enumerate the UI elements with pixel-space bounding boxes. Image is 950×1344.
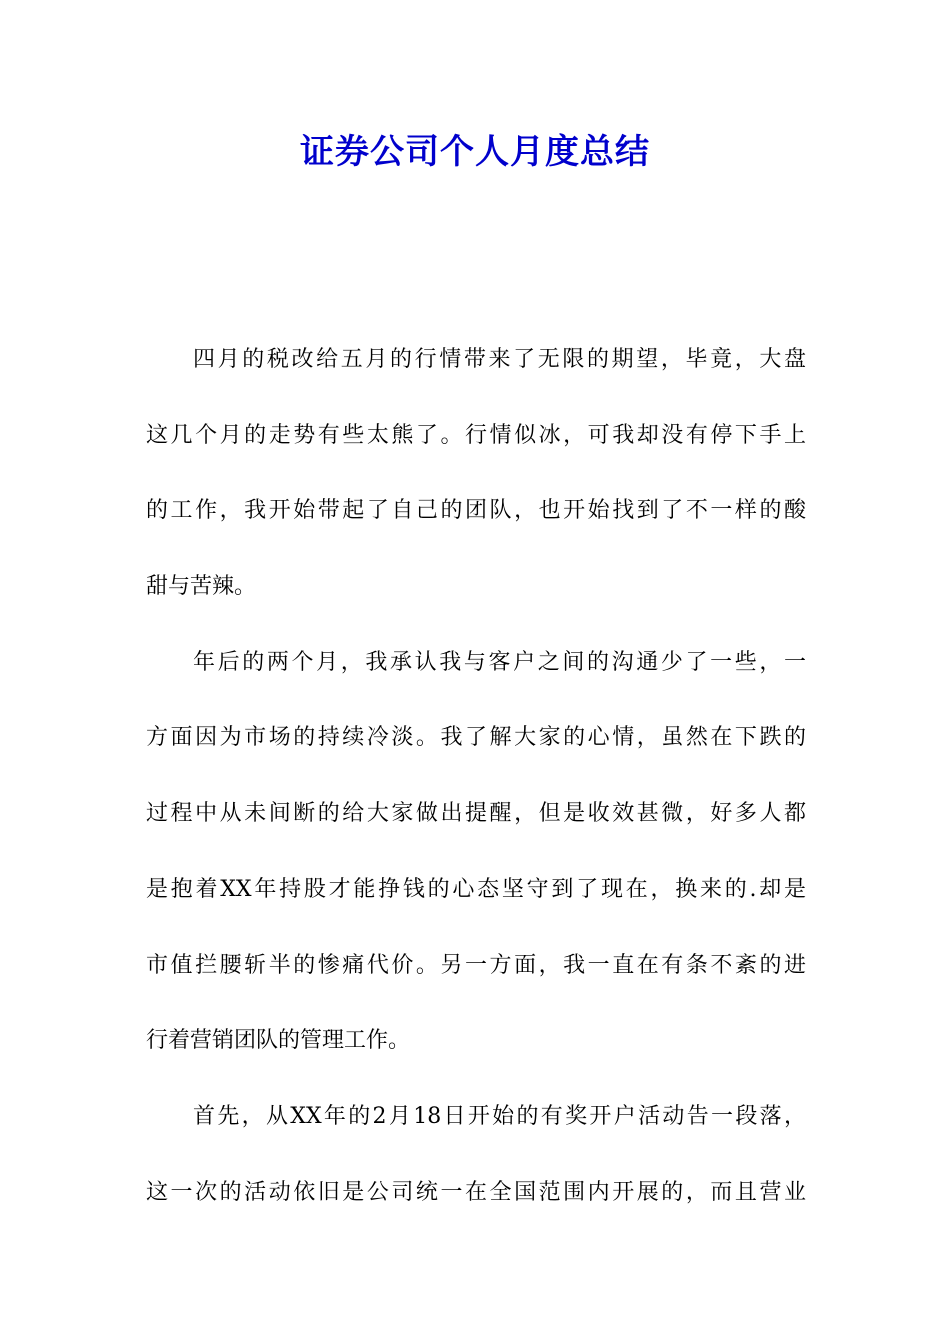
body-line: 这几个月的走势有些太熊了。行情似冰，可我却没有停下手上 xyxy=(146,422,806,448)
body-line: 市值拦腰斩半的惨痛代价。另一方面，我一直在有条不紊的进 xyxy=(146,952,806,978)
body-line: 方面因为市场的持续冷淡。我了解大家的心情，虽然在下跌的 xyxy=(146,725,806,751)
body-line: 这一次的活动依旧是公司统一在全国范围内开展的，而且营业 xyxy=(146,1179,806,1205)
document-title: 证券公司个人月度总结 xyxy=(300,132,650,172)
body-line: 的工作，我开始带起了自己的团队，也开始找到了不一样的酸 xyxy=(146,498,806,524)
body-line: 过程中从未间断的给大家做出提醒，但是收效甚微，好多人都 xyxy=(146,801,806,827)
body-line: 年后的两个月，我承认我与客户之间的沟通少了一些，一 xyxy=(193,649,806,675)
body-line: 四月的税改给五月的行情带来了无限的期望，毕竟，大盘 xyxy=(193,347,806,372)
body-line: 甜与苦辣。 xyxy=(146,574,257,600)
body-line: 是抱着XX年持股才能挣钱的心态坚守到了现在，换来的.却是 xyxy=(146,876,806,902)
document-body xyxy=(146,336,806,1244)
body-line: 行着营销团队的管理工作。 xyxy=(146,1028,411,1054)
body-line: 首先，从XX年的2月18日开始的有奖开户活动告一段落， xyxy=(193,1103,806,1129)
